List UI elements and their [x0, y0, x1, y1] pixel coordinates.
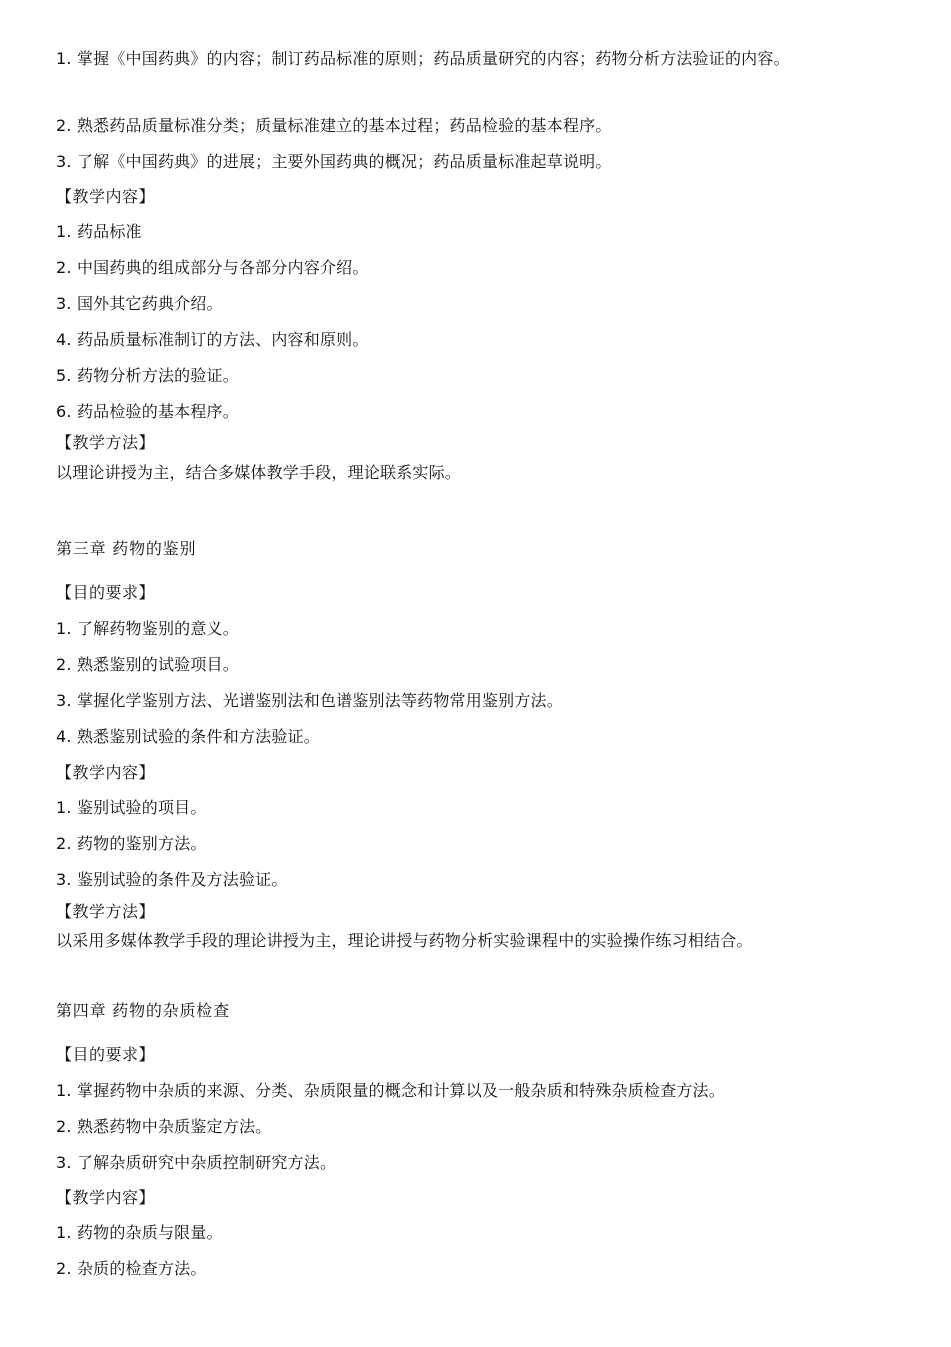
- method-text: 以采用多媒体教学手段的理论讲授为主，理论讲授与药物分析实验课程中的实验操作练习相结合。: [56, 931, 753, 950]
- objective-item: 2. 熟悉鉴别的试验项目。: [56, 655, 239, 674]
- section-heading-teaching-content: 【教学内容】: [56, 1188, 156, 1207]
- content-item: 6. 药品检验的基本程序。: [56, 402, 239, 421]
- objective-item: 3. 掌握化学鉴别方法、光谱鉴别法和色谱鉴别法等药物常用鉴别方法。: [56, 691, 563, 710]
- objective-item: 1. 掌握《中国药典》的内容；制订药品标准的原则；药品质量研究的内容；药物分析方法验证的内容。: [56, 49, 790, 68]
- objective-item: 3. 了解《中国药典》的进展；主要外国药典的概况；药品质量标准起草说明。: [56, 152, 612, 171]
- content-item: 1. 鉴别试验的项目。: [56, 798, 207, 817]
- objective-item: 1. 掌握药物中杂质的来源、分类、杂质限量的概念和计算以及一般杂质和特殊杂质检查方法。: [56, 1081, 725, 1100]
- section-heading-objectives: 【目的要求】: [56, 1045, 156, 1064]
- chapter-title: 第四章 药物的杂质检查: [56, 1001, 230, 1020]
- content-item: 5. 药物分析方法的验证。: [56, 366, 239, 385]
- content-item: 1. 药物的杂质与限量。: [56, 1223, 223, 1242]
- objective-item: 2. 熟悉药品质量标准分类；质量标准建立的基本过程；药品检验的基本程序。: [56, 116, 612, 135]
- content-item: 2. 杂质的检查方法。: [56, 1259, 207, 1278]
- content-item: 2. 药物的鉴别方法。: [56, 834, 207, 853]
- content-item: 4. 药品质量标准制订的方法、内容和原则。: [56, 330, 369, 349]
- objective-item: 2. 熟悉药物中杂质鉴定方法。: [56, 1117, 272, 1136]
- section-heading-teaching-content: 【教学内容】: [56, 763, 156, 782]
- section-heading-teaching-content: 【教学内容】: [56, 187, 156, 206]
- section-heading-objectives: 【目的要求】: [56, 583, 156, 602]
- content-item: 1. 药品标准: [56, 222, 142, 241]
- content-item: 3. 鉴别试验的条件及方法验证。: [56, 870, 288, 889]
- chapter-title: 第三章 药物的鉴别: [56, 539, 197, 558]
- objective-item: 4. 熟悉鉴别试验的条件和方法验证。: [56, 727, 320, 746]
- content-item: 3. 国外其它药典介绍。: [56, 294, 223, 313]
- method-text: 以理论讲授为主，结合多媒体教学手段，理论联系实际。: [56, 463, 462, 482]
- section-heading-teaching-method: 【教学方法】: [56, 902, 156, 921]
- objective-item: 1. 了解药物鉴别的意义。: [56, 619, 239, 638]
- content-item: 2. 中国药典的组成部分与各部分内容介绍。: [56, 258, 369, 277]
- section-heading-teaching-method: 【教学方法】: [56, 433, 156, 452]
- objective-item: 3. 了解杂质研究中杂质控制研究方法。: [56, 1153, 337, 1172]
